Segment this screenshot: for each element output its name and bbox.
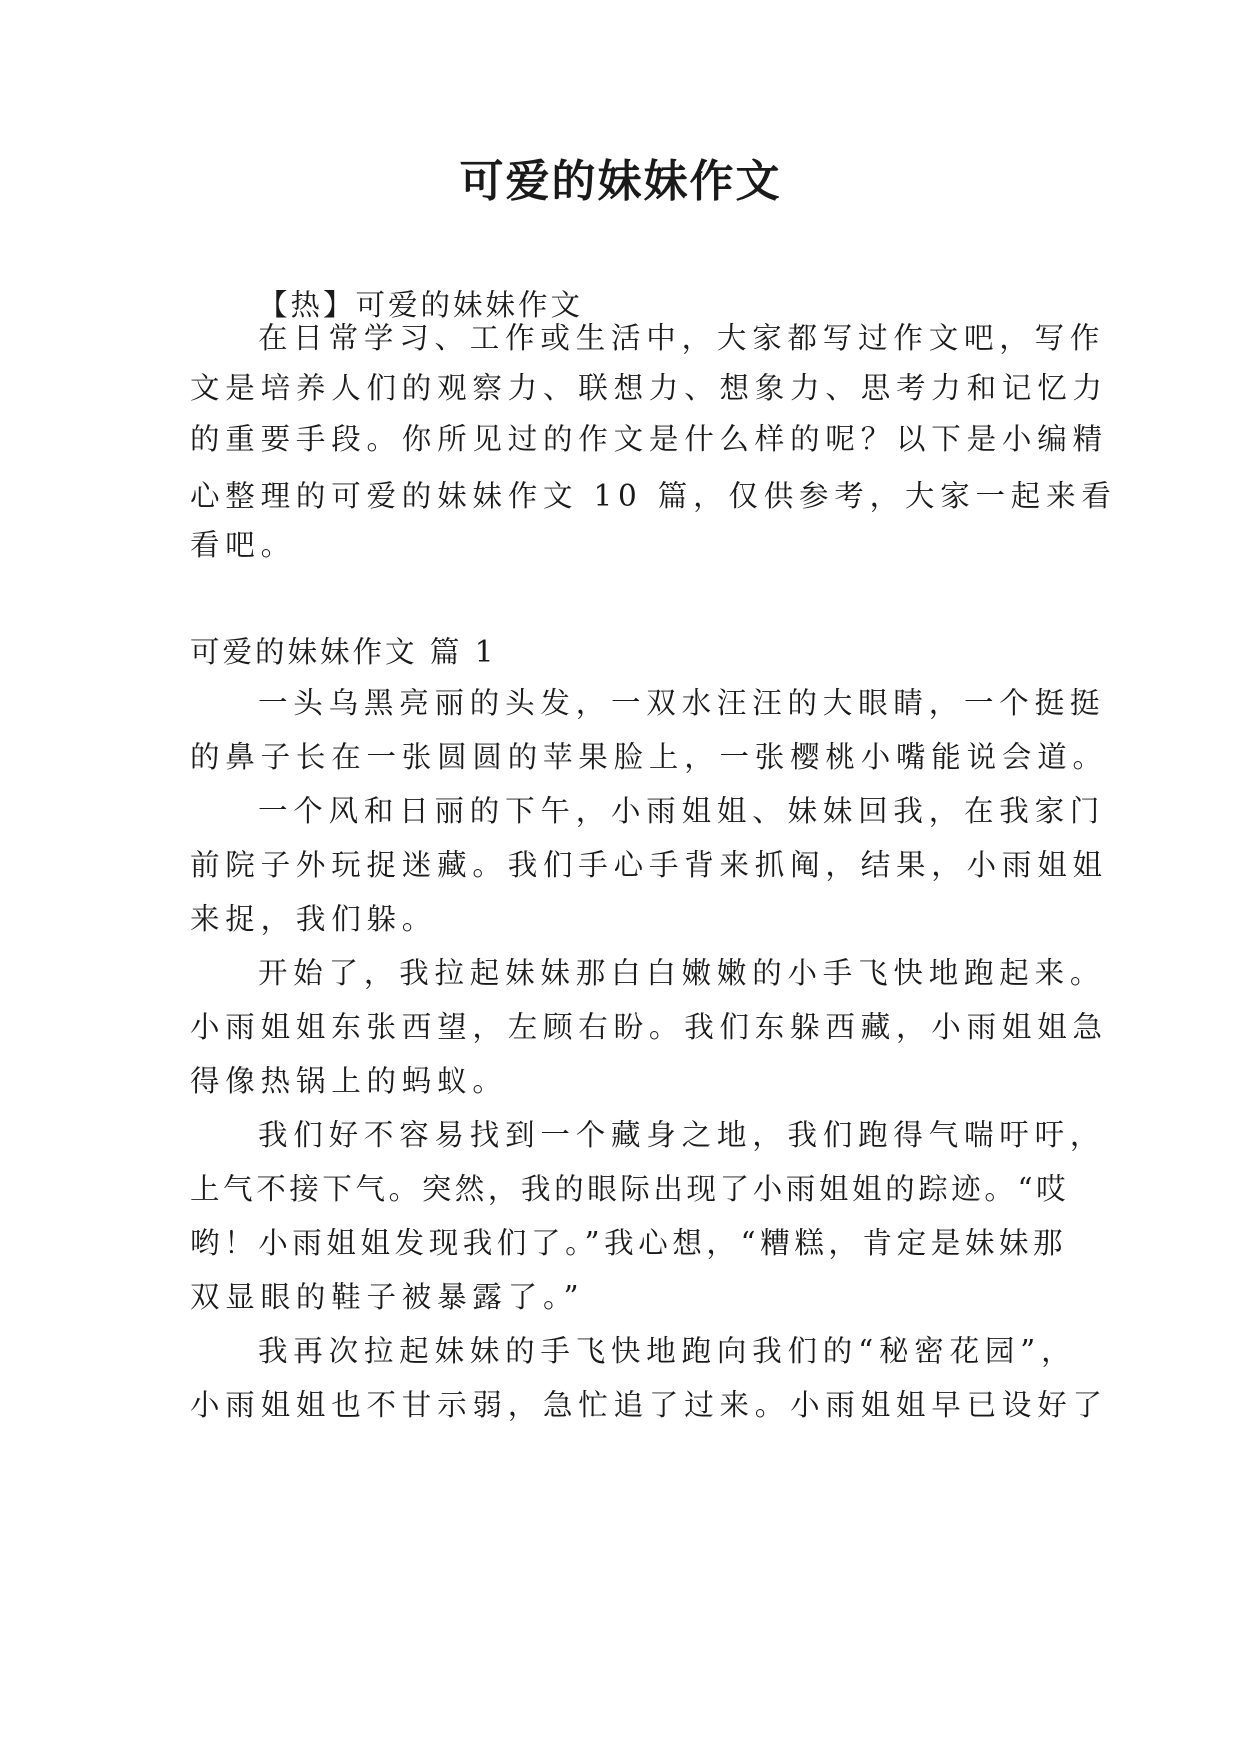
section-heading: 可爱的妹妹作文 篇 1: [190, 635, 497, 669]
body-line: 小雨姐姐东张西望，左顾右盼。我们东躲西藏，小雨姐姐急: [190, 1010, 1108, 1044]
body-line: 我们好不容易找到一个藏身之地，我们跑得气喘吁吁，: [258, 1118, 1106, 1152]
body-line: 来捉，我们躲。: [190, 902, 438, 936]
body-line: 哟！小雨姐姐发现我们了。”我心想，“糟糕，肯定是妹妹那: [190, 1226, 1068, 1260]
body-line: 上气不接下气。突然，我的眼际出现了小雨姐姐的踪迹。“哎: [190, 1172, 1070, 1206]
body-line: 开始了，我拉起妹妹那白白嫩嫩的小手飞快地跑起来。: [258, 956, 1106, 990]
body-line: 得像热锅上的蚂蚁。: [190, 1064, 508, 1098]
intro-line: 的重要手段。你所见过的作文是什么样的呢？以下是小编精: [190, 422, 1108, 456]
body-line: 双显眼的鞋子被暴露了。”: [190, 1280, 585, 1314]
body-line: 的鼻子长在一张圆圆的苹果脸上，一张樱桃小嘴能说会道。: [190, 740, 1108, 774]
intro-line: 看吧。: [190, 528, 296, 562]
document-subtitle: 【热】可爱的妹妹作文: [258, 288, 584, 322]
body-line: 一头乌黑亮丽的头发，一双水汪汪的大眼睛，一个挺挺: [258, 686, 1106, 720]
body-line: 我再次拉起妹妹的手飞快地跑向我们的“秘密花园”，: [258, 1334, 1077, 1368]
document-title: 可爱的妹妹作文: [459, 156, 782, 207]
body-line: 前院子外玩捉迷藏。我们手心手背来抓阄，结果，小雨姐姐: [190, 848, 1108, 882]
intro-line: 文是培养人们的观察力、联想力、想象力、思考力和记忆力: [190, 371, 1108, 405]
body-line: 小雨姐姐也不甘示弱，急忙追了过来。小雨姐姐早已设好了: [190, 1388, 1108, 1422]
intro-line: 心整理的可爱的妹妹作文 10 篇，仅供参考，大家一起来看: [190, 479, 1117, 513]
body-line: 一个风和日丽的下午，小雨姐姐、妹妹回我，在我家门: [258, 794, 1106, 828]
intro-line: 在日常学习、工作或生活中，大家都写过作文吧，写作: [258, 321, 1106, 355]
